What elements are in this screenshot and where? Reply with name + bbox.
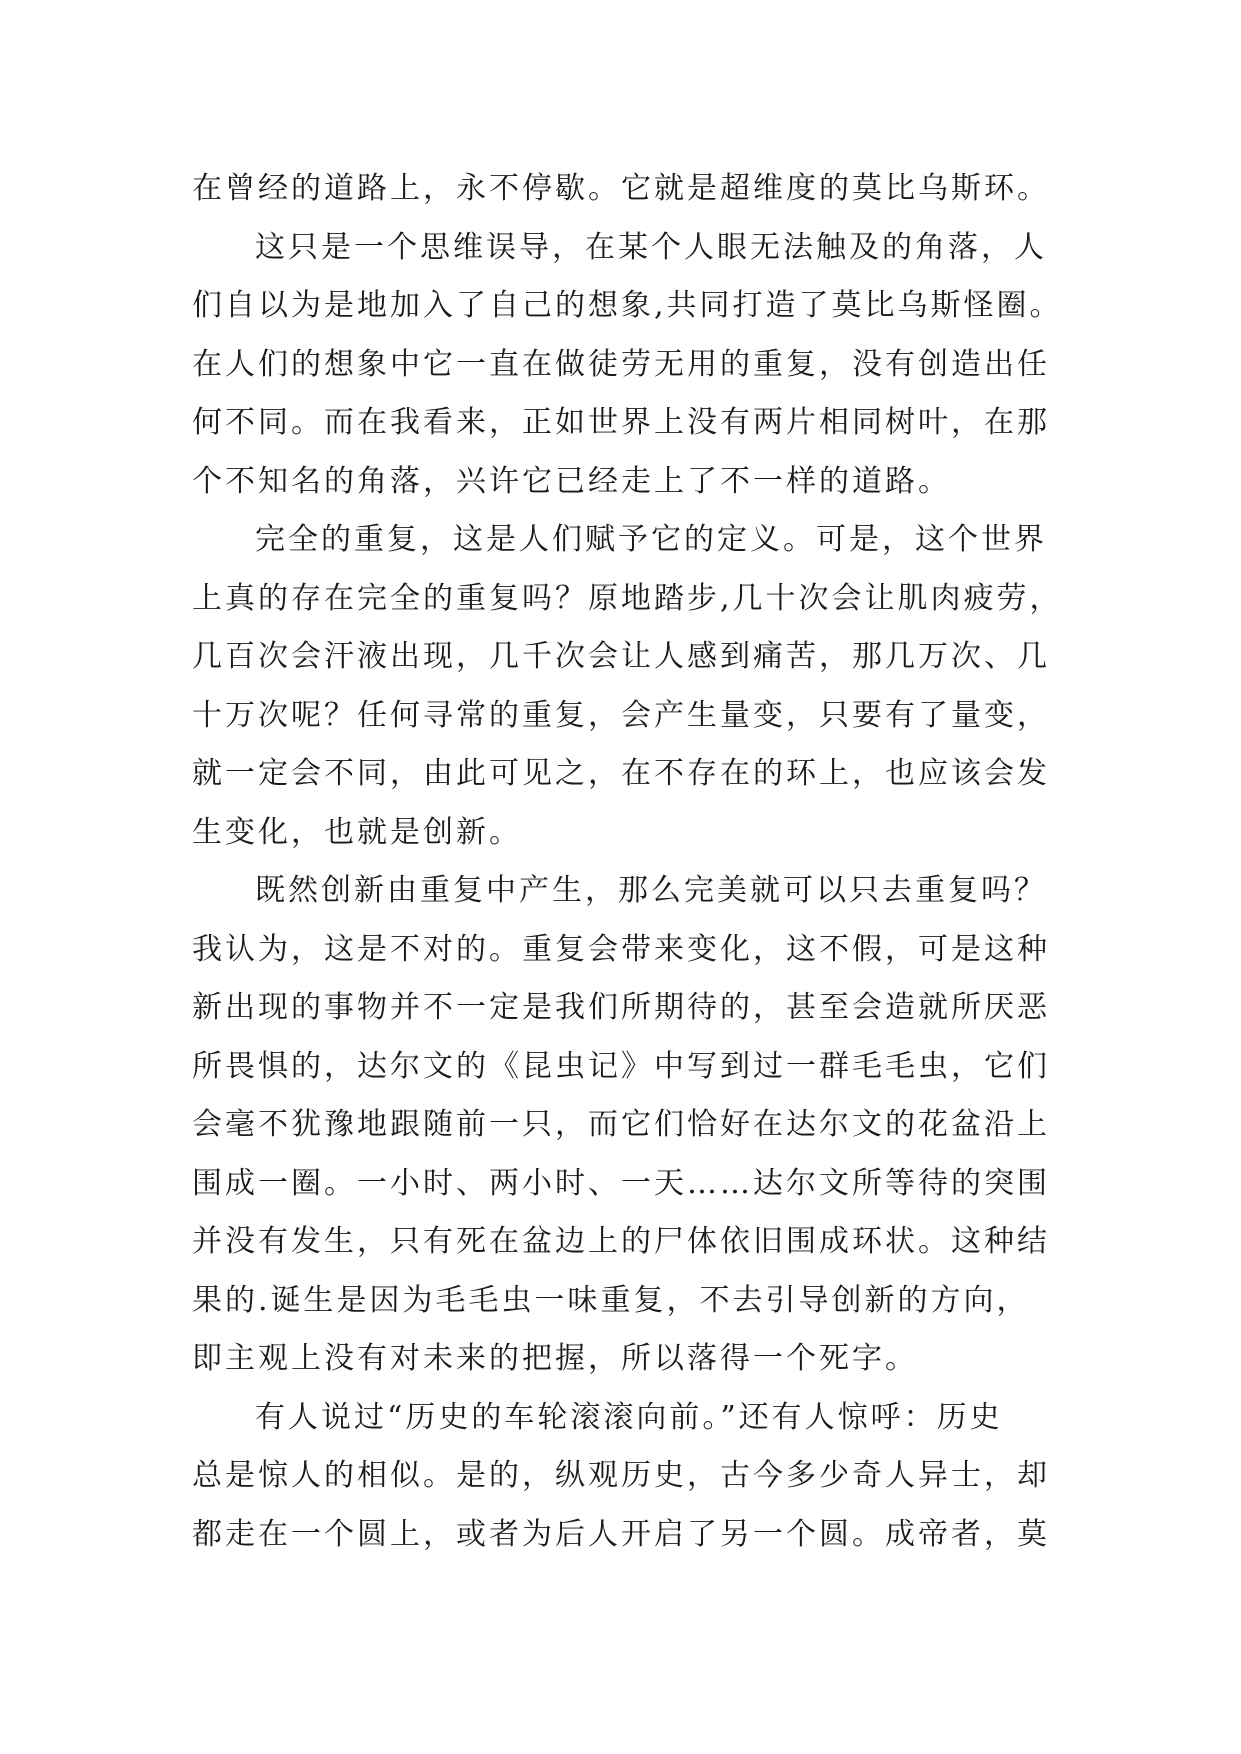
document-body <box>192 160 1072 1564</box>
text-line: 个不知名的角落，兴许它已经走上了不一样的道路。 <box>192 463 951 499</box>
text-line: 几百次会汗液出现，几千次会让人感到痛苦，那几万次、几 <box>192 639 1050 674</box>
text-line: 总是惊人的相似。是的，纵观历史，古今多少奇人异士，却 <box>192 1458 1050 1493</box>
text-line: 果的.诞生是因为毛毛虫一味重复，不去引导创新的方向， <box>192 1282 1030 1318</box>
text-line: 并没有发生，只有死在盆边上的尸体依旧围成环状。这种结 <box>192 1224 1050 1259</box>
paragraph-first-line: 这只是一个思维误导，在某个人眼无法触及的角落，人 <box>255 229 1047 265</box>
text-line: 我认为，这是不对的。重复会带来变化，这不假，可是这种 <box>192 931 1050 967</box>
paragraph-first-line: 有人说过“历史的车轮滚滚向前。”还有人惊呼：历史 <box>255 1399 1003 1435</box>
text-line: 会毫不犹豫地跟随前一只，而它们恰好在达尔文的花盆沿上 <box>192 1107 1050 1142</box>
text-line: 新出现的事物并不一定是我们所期待的，甚至会造就所厌恶 <box>192 990 1050 1025</box>
text-line: 们自以为是地加入了自己的想象,共同打造了莫比乌斯怪圈。 <box>192 288 1063 323</box>
text-line: 就一定会不同，由此可见之，在不存在的环上，也应该会发 <box>192 756 1050 791</box>
text-line: 在曾经的道路上，永不停歇。它就是超维度的莫比乌斯环。 <box>192 171 1050 206</box>
text-line: 何不同。而在我看来，正如世界上没有两片相同树叶，在那 <box>192 405 1050 440</box>
text-line: 在人们的想象中它一直在做徒劳无用的重复，没有创造出任 <box>192 346 1050 382</box>
paragraph-first-line: 既然创新由重复中产生，那么完美就可以只去重复吗？ <box>255 873 1047 908</box>
text-line: 所畏惧的，达尔文的《昆虫记》中写到过一群毛毛虫，它们 <box>192 1048 1050 1084</box>
paragraph-first-line: 完全的重复，这是人们赋予它的定义。可是，这个世界 <box>255 522 1047 557</box>
text-line: 十万次呢？任何寻常的重复，会产生量变，只要有了量变， <box>192 697 1050 733</box>
text-line: 围成一圈。一小时、两小时、一天……达尔文所等待的突围 <box>192 1165 1050 1201</box>
text-line: 生变化，也就是创新。 <box>192 814 522 850</box>
text-line: 上真的存在完全的重复吗？原地踏步,几十次会让肌肉疲劳， <box>192 580 1063 616</box>
text-line: 即主观上没有对未来的把握，所以落得一个死字。 <box>192 1341 918 1376</box>
text-line: 都走在一个圆上，或者为后人开启了另一个圆。成帝者，莫 <box>192 1516 1050 1552</box>
